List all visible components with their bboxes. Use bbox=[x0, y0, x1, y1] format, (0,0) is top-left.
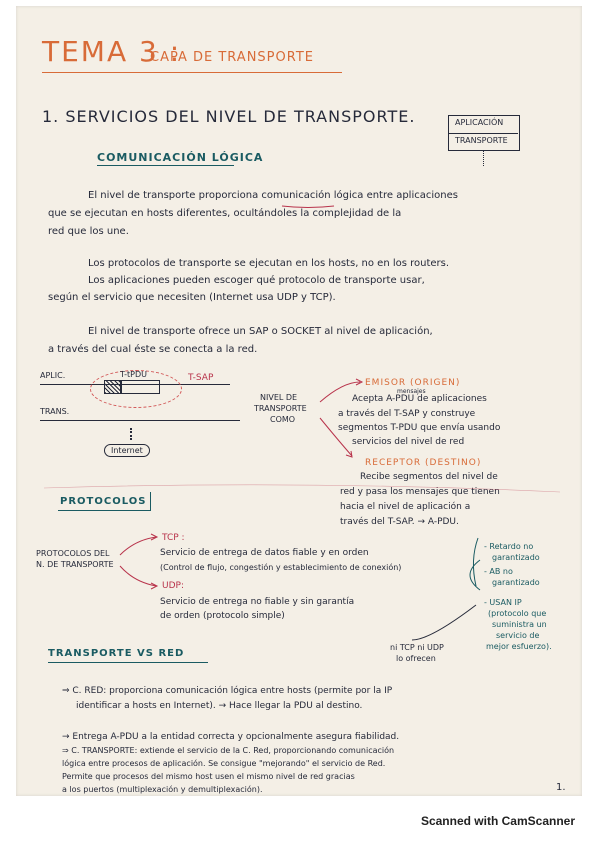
trans-line: a los puertos (multiplexación y demultiplexación). bbox=[62, 785, 263, 794]
tcp-line: Servicio de entrega de datos fiable y en orden bbox=[160, 548, 369, 558]
tcp-line: (Control de flujo, congestión y establecimiento de conexión) bbox=[160, 563, 402, 572]
paragraph-line: que se ejecutan en hosts diferentes, ocultándoles la complejidad de la bbox=[48, 208, 402, 219]
diagram-trans-label: TRANS. bbox=[40, 407, 70, 416]
emisor-line: servicios del nivel de red bbox=[352, 437, 465, 447]
udp-line: de orden (protocolo simple) bbox=[160, 611, 285, 621]
paragraph-line: El nivel de transporte proporciona comunicación lógica entre aplicaciones bbox=[88, 190, 458, 201]
paragraph-line: red que los une. bbox=[48, 226, 129, 237]
right-note: mejor esfuerzo). bbox=[486, 642, 552, 651]
paragraph-line: Los aplicaciones pueden escoger qué protocolo de transporte usar, bbox=[88, 275, 425, 286]
red-line: identificar a hosts en Internet). → Hace llegar la PDU al destino. bbox=[76, 701, 363, 711]
receptor-line: red y pasa los mensajes que tienen bbox=[340, 487, 500, 497]
emisor-label: EMISOR (ORIGEN) bbox=[365, 378, 461, 388]
mensajes-annotation: mensajes bbox=[397, 388, 426, 395]
note-bottom: ni TCP ni UDP bbox=[390, 643, 444, 652]
receptor-line: Recibe segmentos del nivel de bbox=[360, 472, 498, 482]
right-note: (protocolo que bbox=[488, 609, 547, 618]
section-heading: 1. SERVICIOS DEL NIVEL DE TRANSPORTE. bbox=[42, 107, 416, 126]
receptor-label: RECEPTOR (DESTINO) bbox=[365, 458, 482, 468]
emisor-line: segmentos T-PDU que envía usando bbox=[338, 423, 501, 433]
internet-cloud: Internet bbox=[104, 444, 150, 457]
stack-box-bottom: TRANSPORTE bbox=[455, 136, 508, 145]
diagram-tpdu-label: T-tPDU bbox=[120, 370, 148, 379]
paragraph-line: según el servicio que necesiten (Internet usa UDP y TCP). bbox=[48, 292, 336, 303]
trans-line: Permite que procesos del mismo host usen el mismo nivel de red gracias bbox=[62, 772, 355, 781]
right-note: - USAN IP bbox=[484, 598, 522, 607]
right-note: suministra un bbox=[492, 620, 547, 629]
page-subtitle: CAPA DE TRANSPORTE bbox=[150, 50, 314, 65]
transporte-vs-red-heading: TRANSPORTE VS RED bbox=[48, 648, 185, 659]
tcp-label: TCP : bbox=[162, 533, 185, 543]
udp-label: UDP: bbox=[162, 581, 184, 591]
right-note: garantizado bbox=[492, 578, 540, 587]
paragraph-line: a través del cual éste se conecta a la red. bbox=[48, 344, 258, 355]
right-note: servicio de bbox=[496, 631, 540, 640]
trans-line: → Entrega A-PDU a la entidad correcta y opcionalmente asegura fiabilidad. bbox=[62, 732, 400, 742]
emisor-line: a través del T-SAP y construye bbox=[338, 409, 476, 419]
right-note: garantizado bbox=[492, 553, 540, 562]
receptor-line: través del T-SAP. → A-PDU. bbox=[340, 517, 459, 527]
paragraph-line: El nivel de transporte ofrece un SAP o SOCKET al nivel de aplicación, bbox=[88, 326, 433, 337]
trans-line: lógica entre procesos de aplicación. Se consigue "mejorando" el servicio de Red. bbox=[62, 759, 386, 768]
transporte-label: TRANSPORTE bbox=[254, 404, 307, 413]
scan-footer: Scanned with CamScanner bbox=[420, 814, 575, 828]
receptor-line: hacia el nivel de aplicación a bbox=[340, 502, 471, 512]
page-number: 1. bbox=[556, 782, 566, 793]
como-label: COMO bbox=[270, 415, 296, 424]
red-line: ⇒ C. RED: proporciona comunicación lógica entre hosts (permite por la IP bbox=[62, 686, 393, 696]
diagram-aplic-label: APLIC. bbox=[40, 371, 66, 380]
diagram-tsap-label: T-SAP bbox=[188, 373, 214, 383]
paragraph-line: Los protocolos de transporte se ejecutan en los hosts, no en los routers. bbox=[88, 258, 450, 269]
trans-line: ⇒ C. TRANSPORTE: extiende el servicio de la C. Red, proporcionando comunicación bbox=[62, 746, 395, 755]
page-title: TEMA 3 : bbox=[42, 35, 182, 68]
protocolos-left-label: N. DE TRANSPORTE bbox=[36, 560, 114, 569]
right-note: - Retardo no bbox=[484, 542, 534, 551]
protocolos-left-label: PROTOCOLOS DEL bbox=[36, 549, 110, 558]
note-bottom: lo ofrecen bbox=[396, 654, 436, 663]
emisor-line: Acepta A-PDU de aplicaciones bbox=[352, 394, 487, 404]
udp-line: Servicio de entrega no fiable y sin garantía bbox=[160, 597, 355, 607]
stack-box-top: APLICACIÓN bbox=[455, 118, 504, 127]
subheading-comunicacion: COMUNICACIÓN LÓGICA bbox=[97, 151, 264, 164]
protocolos-heading: PROTOCOLOS bbox=[60, 496, 147, 507]
right-note: - AB no bbox=[484, 567, 513, 576]
nivel-de-label: NIVEL DE bbox=[260, 393, 298, 402]
